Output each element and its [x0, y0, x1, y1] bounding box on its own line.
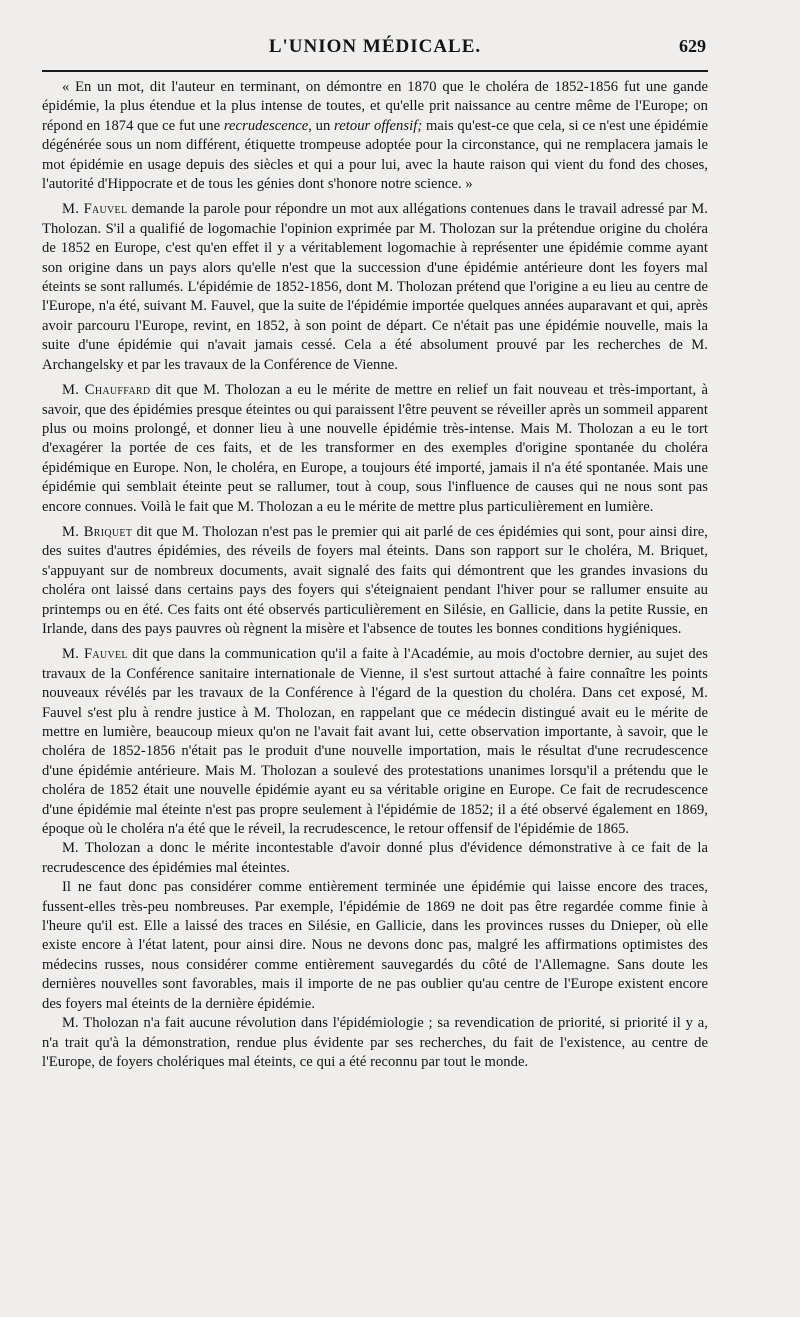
paragraph-merit: M. Tholozan a donc le mérite incontestable d'avoir donné plus d'évidence démonstrative à ce fait de la recrudescence des épidémies mal éteintes. [42, 840, 708, 876]
page-number: 629 [679, 36, 706, 56]
paragraph-chauffard [42, 381, 708, 517]
emphasis-retour-offensif: retour offensif; [334, 117, 423, 134]
speaker-name: M. Fauvel [62, 201, 128, 218]
speaker-name: M. Fauvel [62, 646, 128, 663]
emphasis-recrudescence: recrudescence [223, 117, 309, 134]
speaker-name: M. Briquet [62, 523, 133, 540]
paragraph-text: dit que M. Tholozan n'est pas le premier qui ait parlé de ces épidémies qui sont, pour ainsi dire, des suites d'autres épidémies, des réveils de foyers mal éteints. Dans son rapport sur le choléra, M. Briquet, s'appuyant sur de nombreux documents, avait signalé des faits qui démontrent que les grandes invasions du choléra ont laissé dans certains pays des foyers qui s'éteignaient pendant l'hiver pour se rallumer ensuite au printemps ou en été. Ces faits ont été observés particulièrement en Silésie, en Gallicie, dans la petite Russie, en Irlande, dans des pays pauvres où règnent la misère et l'absence de toutes les bonnes conditions hygiéniques. [42, 523, 708, 637]
text-run: mais qu'est-ce que cela, si ce n'est une épidémie dégénérée sous un nom différent, étiquette trompeuse adoptée pour la circonstance, qui ne remplacera jamais le mot épidémie en usage depuis des siècles et qui a pour lui, avec la haute raison qui vient du fond des choses, l'autorité d'Hippocrate et de tous les génies dont s'honore notre science. » [42, 117, 709, 193]
header-rule [42, 70, 708, 72]
paragraph-text: demande la parole pour répondre un mot aux allégations contenues dans le travail adressé par M. Tholozan. S'il a qualifié de logomachie l'opinion exprimée par M. Tholozan sur la prétendue origine du choléra de 1852 en Europe, c'est qu'en effet il y a véritablement logomachie à représenter une épidémie comme ayant son origine dans un pays alors qu'elle n'est que la succession d'une épidémie antérieure dont les foyers mal éteints se sont rallumés. L'épidémie de 1852-1856, dont M. Tholozan prétend que l'origine a eu lieu au centre de l'Europe, n'a été, suivant M. Fauvel, que la suite de l'épidémie importée quelques années auparavant et qui, après avoir parcouru l'Europe, revint, en 1852, à son point de départ. Ce n'était pas une épidémie nouvelle, mais la suite d'une épidémie qui n'avait jamais cessé. Cela a été absolument prouvé par les recherches de M. Archangelsky et par les travaux de la Conférence de Vienne. [42, 201, 708, 373]
journal-title: L'UNION MÉDICALE. [268, 36, 482, 57]
paragraph-conclusion: M. Tholozan n'a fait aucune révolution dans l'épidémiologie ; sa revendication de priorité, si priorité il y a, n'a trait qu'à la démonstration, rendue plus évidente par ses recherches, du fait de l'existence, au centre de l'Europe, de foyers cholériques mal éteints, ce qui a été reconnu par tout le monde. [42, 1015, 708, 1070]
text-run: « En un mot, dit l'auteur en terminant, on démontre en 1870 que le choléra de 1852-1856 fut une gande épidémie, la plus étendue et la plus intense de toutes, et qu'elle prit naissance au centre même de l'Europe; on répond en 1874 que ce fut une [42, 79, 708, 134]
paragraph-text: dit que dans la communication qu'il a faite à l'Académie, au mois d'octobre dernier, au sujet des travaux de la Conférence sanitaire internationale de Vienne, il s'est surtout attaché à faire connaître les points nouveaux révélés par les travaux de la Conférence à l'égard de la question du choléra. Dans cet exposé, M. Fauvel s'est plu à rendre justice à M. Tholozan, en rappelant que ce médecin distingué avait eu le mérite de mettre en lumière, beaucoup mieux qu'on ne l'avait fait avant lui, cette observation importante, à savoir, que le choléra de 1852-1856 n'était pas le produit d'une nouvelle importation, mais le résultat d'une recrudescence d'une épidémie antérieure. Mais M. Tholozan a soulevé des protestations unanimes lorsqu'il a prétendu que le choléra de 1852 était une nouvelle épidémie ayant eu sa véritable origine en Europe. Ce fait de recrudescence d'une épidémie mal éteinte n'est pas propre seulement à l'épidémie de 1852; il a été observé également en 1869, époque où le choléra n'a été que le réveil, la recrudescence, le retour offensif de l'épidémie de 1865. [42, 646, 708, 838]
running-header [42, 30, 708, 62]
paragraph-text: dit que M. Tholozan a eu le mérite de mettre en relief un fait nouveau et très-important, à savoir, que des épidémies presque éteintes ou qui paraissent l'être peuvent se réveiller après un sommeil apparent plus ou moins prolongé, et donner lieu à une nouvelle épidémie très-intense. Mais M. Tholozan a eu le tort d'exagérer la portée de ces faits, et de les transformer en des exemples d'origine spontanée du choléra épidémique en Europe. Non, le choléra, en Europe, a toujours été importé, jamais il n'a été spontanée. Mais une épidémie qui semblait éteinte peut se rallumer, tout à coup, sous l'influence de causes qui ne nous sont pas encore connues. Voilà le fait que M. Tholozan a eu le mérite de mettre plus particulièrement en lumière. [42, 382, 708, 515]
article-body [42, 78, 708, 1072]
paragraph-fauvel-1 [42, 200, 708, 375]
paragraph-quote [42, 78, 708, 194]
paragraph-fauvel-2 [42, 645, 708, 839]
paragraph-briquet [42, 523, 708, 639]
paragraph-traces: Il ne faut donc pas considérer comme entièrement terminée une épidémie qui laisse encore des traces, fussent-elles très-peu nombreuses. Par exemple, l'épidémie de 1869 ne doit pas être regardée comme finie à l'heure qu'il est. Elle a laissé des traces en Silésie, en Gallicie, dans les provinces russes du Dnieper, où elle existe encore à l'état latent, pour ainsi dire. Nous ne devons donc pas, malgré les affirmations optimistes des médecins russes, nous considérer comme entièrement sauvegardés du côté de l'Allemagne. Sans doute les dernières nouvelles sont favorables, mais il importe de ne pas oublier qu'au centre de l'Europe existent encore des foyers mal éteints de la dernière épidémie. [42, 879, 708, 1012]
text-run: , un [308, 117, 335, 134]
speaker-name: M. Chauffard [62, 382, 151, 399]
